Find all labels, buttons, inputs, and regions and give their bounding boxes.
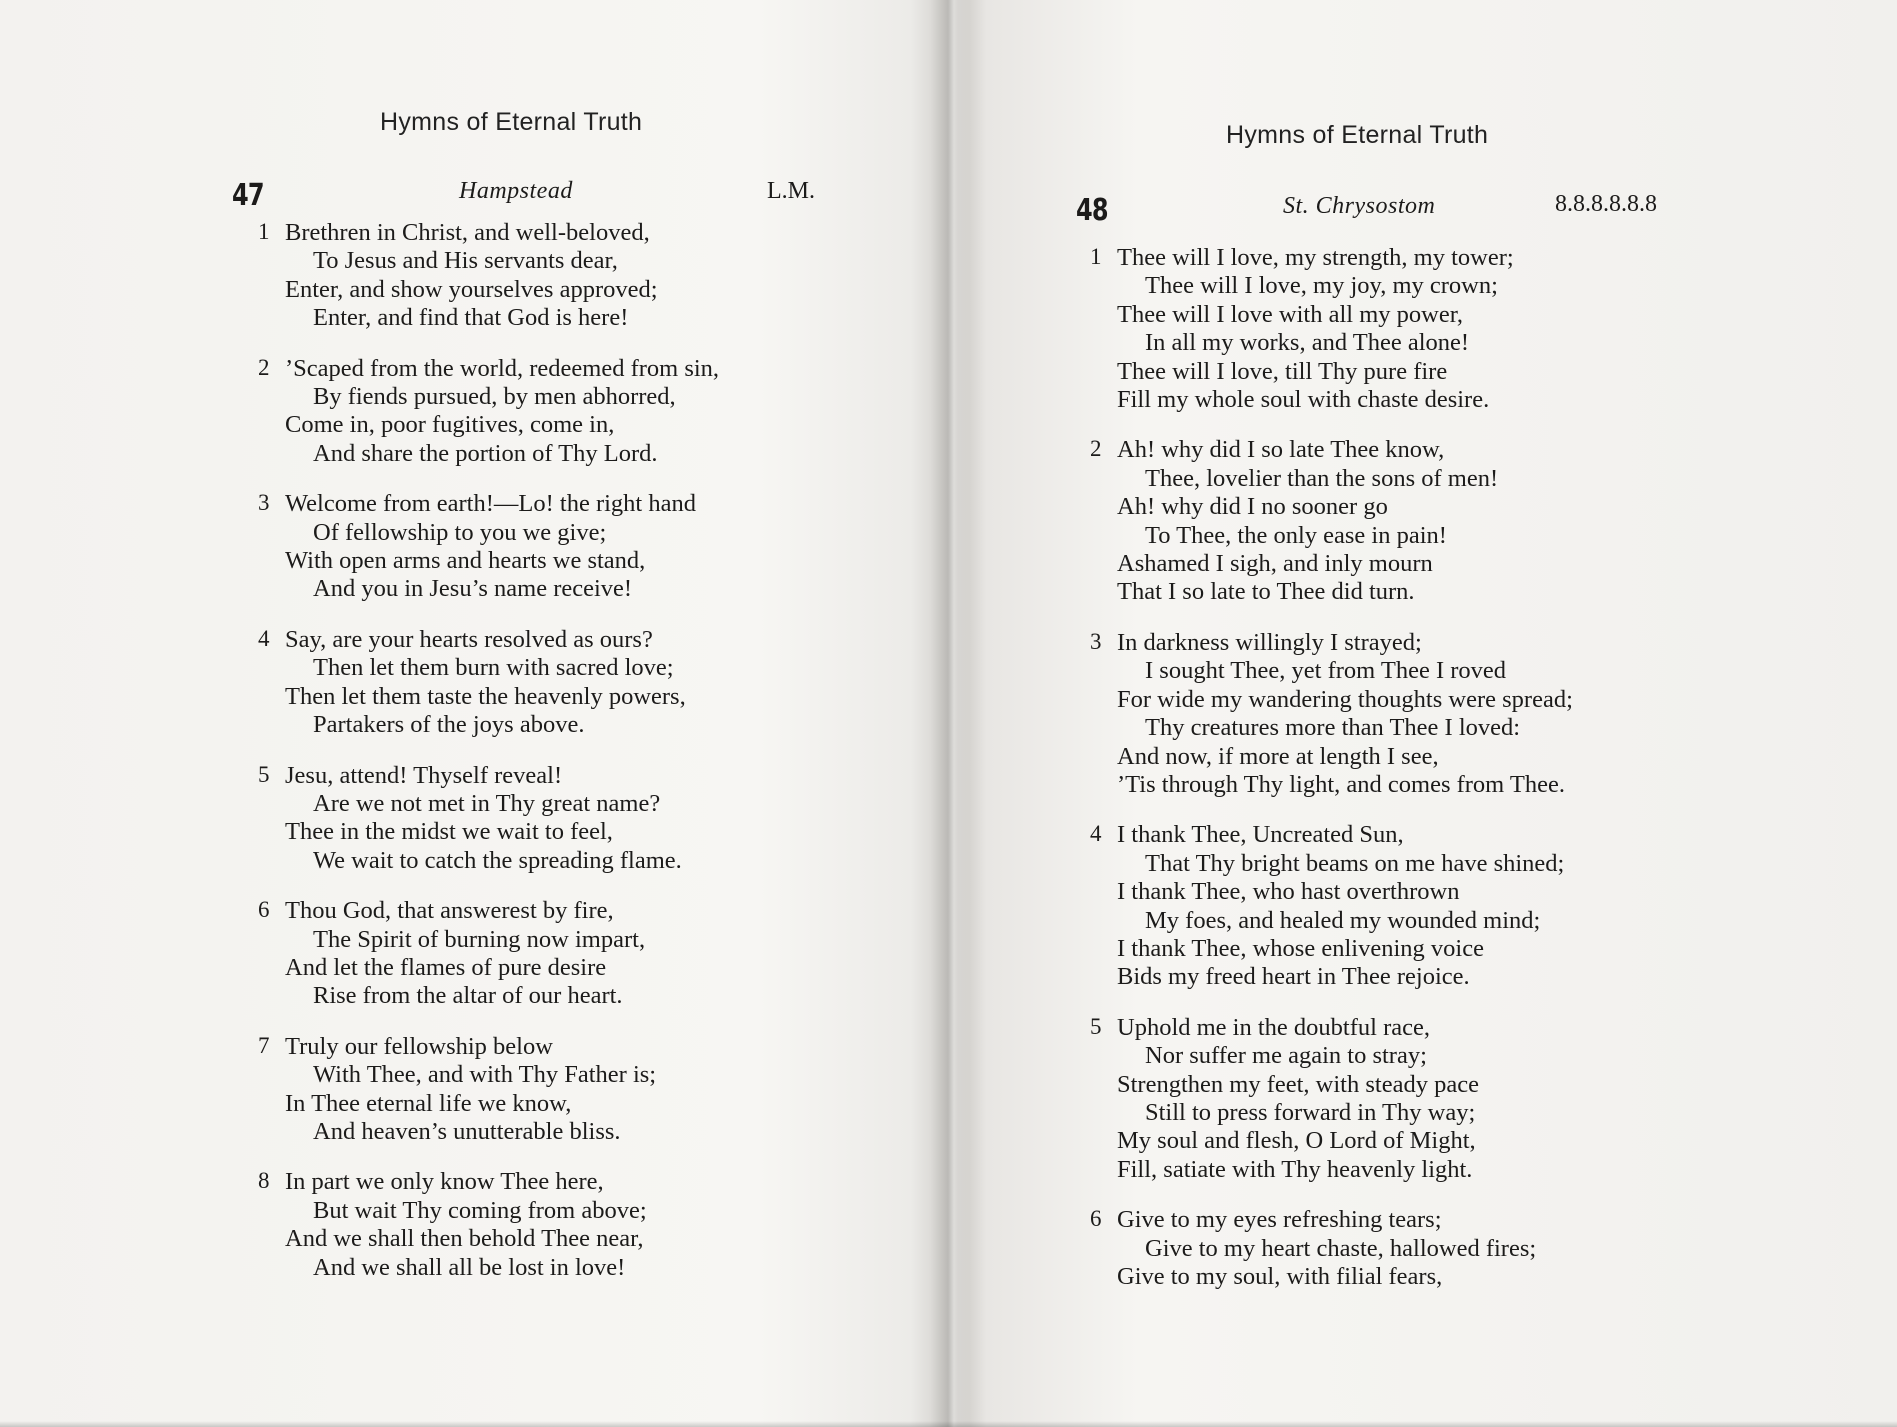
verse-number: 2	[1090, 436, 1102, 462]
verse-line: Ah! why did I no sooner go	[1117, 493, 1388, 521]
verse-line: Give to my soul, with filial fears,	[1117, 1263, 1443, 1290]
verse-line: My soul and flesh, O Lord of Might,	[1117, 1127, 1476, 1155]
verse-line: Ashamed I sigh, and inly mourn	[1117, 550, 1433, 578]
verse-line: Thee in the midst we wait to feel,	[285, 818, 613, 846]
verse-line: That I so late to Thee did turn.	[1117, 578, 1415, 606]
verse-line: With Thee, and with Thy Father is;	[313, 1061, 657, 1089]
verse-number: 3	[1090, 628, 1102, 654]
verse-line: Give to my heart chaste, hallowed fires;	[1145, 1234, 1537, 1262]
verse-line: Give to my eyes refreshing tears;	[1117, 1206, 1442, 1234]
verse-line: ’Tis through Thy light, and comes from Thee.	[1117, 770, 1565, 798]
verse-line: That Thy bright beams on me have shined;	[1145, 849, 1565, 877]
verse-line: Bids my freed heart in Thee rejoice.	[1117, 963, 1470, 991]
verse-line: And we shall then behold Thee near,	[285, 1225, 644, 1253]
verse-line: Fill my whole soul with chaste desire.	[1117, 386, 1490, 414]
verse-number: 3	[258, 490, 270, 516]
verse-number: 6	[1090, 1206, 1102, 1232]
tune-name: Hampstead	[459, 178, 573, 204]
verse-line: Thy creatures more than Thee I loved:	[1145, 714, 1521, 742]
verse-line: And you in Jesu’s name receive!	[313, 575, 633, 603]
verse-line: The Spirit of burning now impart,	[313, 925, 646, 953]
left-page	[0, 0, 945, 1427]
verse-line: Thee will I love, my strength, my tower;	[1117, 244, 1514, 271]
verse-line: Are we not met in Thy great name?	[313, 789, 661, 817]
verse-number: 6	[258, 897, 270, 923]
verse-line: In Thee eternal life we know,	[285, 1089, 572, 1117]
running-title: Hymns of Eternal Truth	[380, 108, 643, 136]
verse-number: 5	[258, 761, 270, 787]
verse-line: Welcome from earth!—Lo! the right hand	[285, 490, 696, 518]
verse	[258, 762, 719, 876]
verse-line: With open arms and hearts we stand,	[285, 547, 646, 575]
verse	[1090, 629, 1573, 799]
verse-number: 7	[258, 1032, 270, 1058]
verse-number: 5	[1090, 1013, 1102, 1039]
verse-line: Thee, lovelier than the sons of men!	[1145, 464, 1499, 492]
verse-line: Thee will I love, till Thy pure fire	[1117, 357, 1448, 385]
verse	[1090, 436, 1573, 606]
meter: 8.8.8.8.8.8	[1555, 191, 1657, 217]
verse-line: Fill, satiate with Thy heavenly light.	[1117, 1155, 1473, 1183]
verse-line: Jesu, attend! Thyself reveal!	[285, 761, 563, 789]
verse-line: Then let them taste the heavenly powers,	[285, 682, 686, 710]
verse	[258, 1033, 719, 1147]
verse	[258, 626, 719, 740]
verse-line: And we shall all be lost in love!	[313, 1253, 626, 1281]
verse-line: I thank Thee, Uncreated Sun,	[1117, 821, 1404, 849]
verse-line: Say, are your hearts resolved as ours?	[285, 625, 653, 653]
verse-line: I thank Thee, whose enlivening voice	[1117, 934, 1484, 962]
verse-line: Enter, and find that God is here!	[313, 304, 629, 332]
verse-number: 2	[258, 354, 270, 380]
verse-number: 1	[258, 219, 270, 244]
verse-line: Come in, poor fugitives, come in,	[285, 411, 615, 439]
verse-line: Enter, and show yourselves approved;	[285, 275, 658, 303]
book-gutter	[930, 0, 970, 1427]
verse-line: And heaven’s unutterable bliss.	[313, 1117, 621, 1145]
verse-line: My foes, and healed my wounded mind;	[1145, 906, 1541, 934]
verse	[1090, 244, 1573, 414]
verse	[258, 897, 719, 1011]
verse-line: By fiends pursued, by men abhorred,	[313, 383, 676, 411]
verse-line: And now, if more at length I see,	[1117, 742, 1439, 770]
verse-line: Still to press forward in Thy way;	[1145, 1098, 1476, 1126]
verse-line: Nor suffer me again to stray;	[1145, 1042, 1427, 1070]
verse-number: 4	[258, 625, 270, 651]
verse-line: Brethren in Christ, and well-beloved,	[285, 219, 650, 246]
verse	[1090, 1206, 1573, 1291]
verse-line: ’Scaped from the world, redeemed from sin,	[285, 354, 720, 382]
verse	[258, 490, 719, 604]
verse-line: And let the flames of pure desire	[285, 953, 607, 981]
verse-line: Then let them burn with sacred love;	[313, 654, 674, 682]
hymn-number: 48	[1076, 193, 1108, 228]
verse-line: Thee will I love with all my power,	[1117, 300, 1464, 328]
hymn-number: 47	[232, 178, 264, 213]
verse-line: Uphold me in the doubtful race,	[1117, 1013, 1430, 1041]
tune-name: St. Chrysostom	[1283, 193, 1436, 219]
verse-line: For wide my wandering thoughts were spread;	[1117, 685, 1573, 713]
verse-number: 1	[1090, 244, 1102, 269]
verse-line: Thee will I love, my joy, my crown;	[1145, 272, 1498, 300]
verse-list	[258, 219, 719, 1304]
verse	[258, 1168, 719, 1282]
verse-number: 8	[258, 1168, 270, 1194]
page-bottom-edge	[0, 1421, 1897, 1427]
verse-line: Strengthen my feet, with steady pace	[1117, 1070, 1479, 1098]
verse	[1090, 1014, 1573, 1184]
verse-line: Of fellowship to you we give;	[313, 518, 607, 546]
right-page	[955, 0, 1897, 1427]
verse-line: In all my works, and Thee alone!	[1145, 329, 1470, 357]
verse-line: And share the portion of Thy Lord.	[313, 439, 658, 467]
verse-line: Partakers of the joys above.	[313, 711, 585, 739]
verse-line: But wait Thy coming from above;	[313, 1196, 647, 1224]
verse	[258, 355, 719, 469]
meter: L.M.	[767, 178, 815, 204]
verse-line: In darkness willingly I strayed;	[1117, 628, 1422, 656]
verse-list	[1090, 244, 1573, 1313]
verse-line: I sought Thee, yet from Thee I roved	[1145, 657, 1507, 685]
running-title: Hymns of Eternal Truth	[1226, 121, 1489, 149]
verse-number: 4	[1090, 821, 1102, 847]
verse-line: In part we only know Thee here,	[285, 1168, 604, 1196]
verse-line: Rise from the altar of our heart.	[313, 982, 623, 1010]
verse-line: Truly our fellowship below	[285, 1032, 553, 1060]
verse-line: Thou God, that answerest by fire,	[285, 897, 614, 925]
verse-line: I thank Thee, who hast overthrown	[1117, 878, 1460, 906]
verse-line: We wait to catch the spreading flame.	[313, 846, 682, 874]
verse-line: To Thee, the only ease in pain!	[1145, 521, 1447, 549]
verse	[258, 219, 719, 333]
verse-line: To Jesus and His servants dear,	[313, 247, 618, 275]
verse	[1090, 821, 1573, 991]
verse-line: Ah! why did I so late Thee know,	[1117, 436, 1445, 464]
